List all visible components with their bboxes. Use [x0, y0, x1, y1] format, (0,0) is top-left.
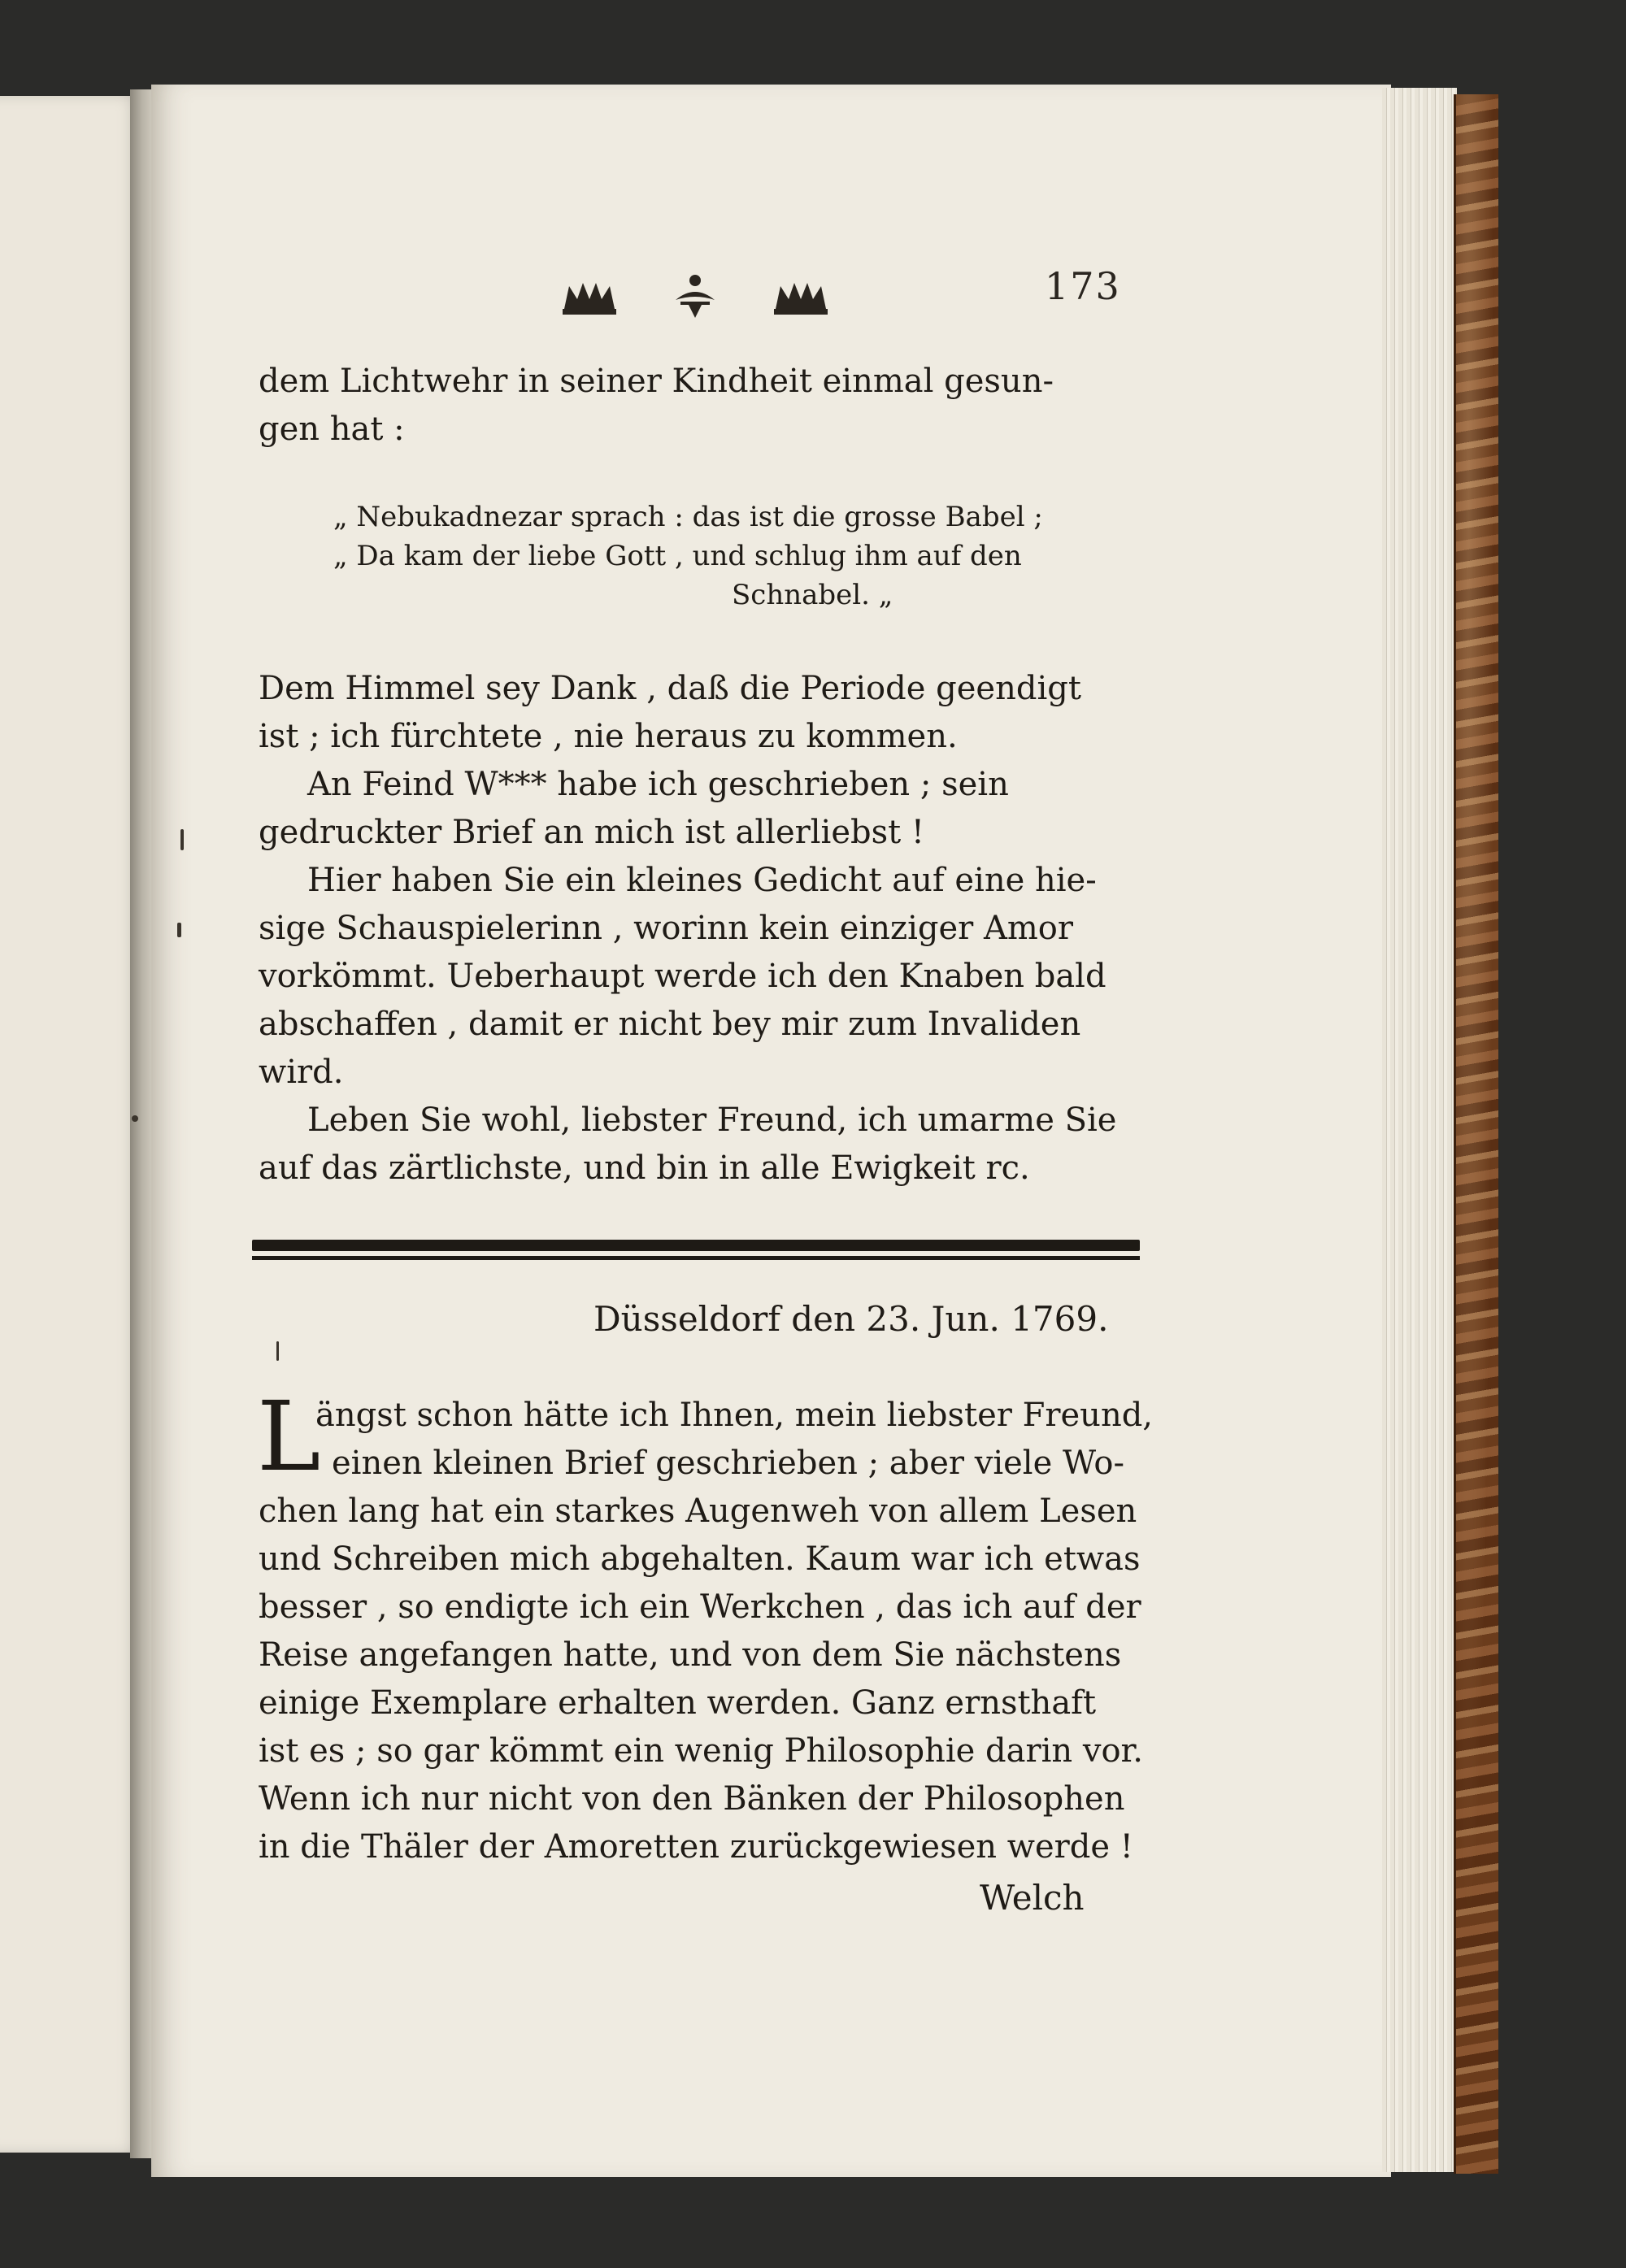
- paper-speck: [177, 923, 181, 937]
- verse-line: Schnabel. „: [732, 579, 893, 611]
- divider-thin-rule: [252, 1256, 1140, 1260]
- text-line: und Schreiben mich abgehalten. Kaum war ich etwas: [259, 1540, 1141, 1578]
- text-line: gen hat :: [259, 411, 405, 448]
- text-line: chen lang hat ein starkes Augenweh von allem Lesen: [259, 1492, 1137, 1530]
- text-line: abschaffen , damit er nicht bey mir zum Invaliden: [259, 1006, 1081, 1043]
- text-line: Hier haben Sie ein kleines Gedicht auf eine hie-: [307, 862, 1097, 899]
- text-line: besser , so endigte ich ein Werkchen , das ich auf der: [259, 1588, 1141, 1626]
- letter-dateline: Düsseldorf den 23. Jun. 1769.: [593, 1299, 1109, 1339]
- verse-line: „ Da kam der liebe Gott , und schlug ihm auf den: [333, 540, 1022, 572]
- page-number: 173: [1045, 264, 1121, 308]
- header-ornament: [561, 268, 829, 325]
- text-line: auf das zärtlichste, und bin in alle Ewigkeit rc.: [259, 1149, 1030, 1187]
- text-line: ängst schon hätte ich Ihnen, mein liebster Freund,: [315, 1397, 1154, 1434]
- text-line: gedruckter Brief an mich ist allerliebst !: [259, 814, 925, 851]
- text-line: einige Exemplare erhalten werden. Ganz ernsthaft: [259, 1684, 1097, 1722]
- paper-speck: [180, 829, 184, 850]
- text-line: sige Schauspielerinn , worinn kein einziger Amor: [259, 910, 1074, 947]
- text-line: ist es ; so gar kömmt ein wenig Philosophie darin vor.: [259, 1732, 1143, 1770]
- letter-body: [257, 1380, 1154, 1871]
- paragraph-top: [259, 358, 1137, 454]
- previous-page-edge: [0, 96, 145, 2153]
- paper-speck: [276, 1341, 279, 1361]
- text-line: Leben Sie wohl, liebster Freund, ich umarme Sie: [307, 1101, 1117, 1139]
- text-line: An Feind W*** habe ich geschrieben ; sein: [307, 766, 1009, 803]
- text-line: ist ; ich fürchtete , nie heraus zu kommen.: [259, 718, 958, 755]
- text-line: vorkömmt. Ueberhaupt werde ich den Knaben bald: [259, 958, 1106, 995]
- letter-closing-text: [259, 665, 1137, 1193]
- catchword: Welch: [980, 1878, 1085, 1918]
- verse-quote: [333, 497, 1130, 615]
- page-edges: [1382, 88, 1457, 2172]
- section-divider: [252, 1240, 1140, 1260]
- text-line: Reise angefangen hatte, und von dem Sie nächstens: [259, 1636, 1122, 1674]
- text-line: in die Thäler der Amoretten zurückgewiesen werde !: [259, 1828, 1133, 1866]
- fleuron-ornament-icon: [672, 272, 718, 321]
- leather-cover: [1454, 94, 1498, 2174]
- text-line: dem Lichtwehr in seiner Kindheit einmal gesun-: [259, 363, 1054, 400]
- verse-line: „ Nebukadnezar sprach : das ist die grosse Babel ;: [333, 501, 1043, 533]
- text-line: Dem Himmel sey Dank , daß die Periode geendigt: [259, 670, 1081, 707]
- text-line: einen kleinen Brief geschrieben ; aber viele Wo-: [332, 1445, 1124, 1482]
- drop-cap: L: [257, 1380, 321, 1492]
- crown-ornament-icon: [772, 276, 829, 317]
- text-line: Wenn ich nur nicht von den Bänken der Philosophen: [259, 1780, 1125, 1818]
- divider-thick-rule: [252, 1240, 1140, 1251]
- paper-speck: [132, 1115, 138, 1122]
- crown-ornament-icon: [561, 276, 618, 317]
- text-line: wird.: [259, 1054, 344, 1091]
